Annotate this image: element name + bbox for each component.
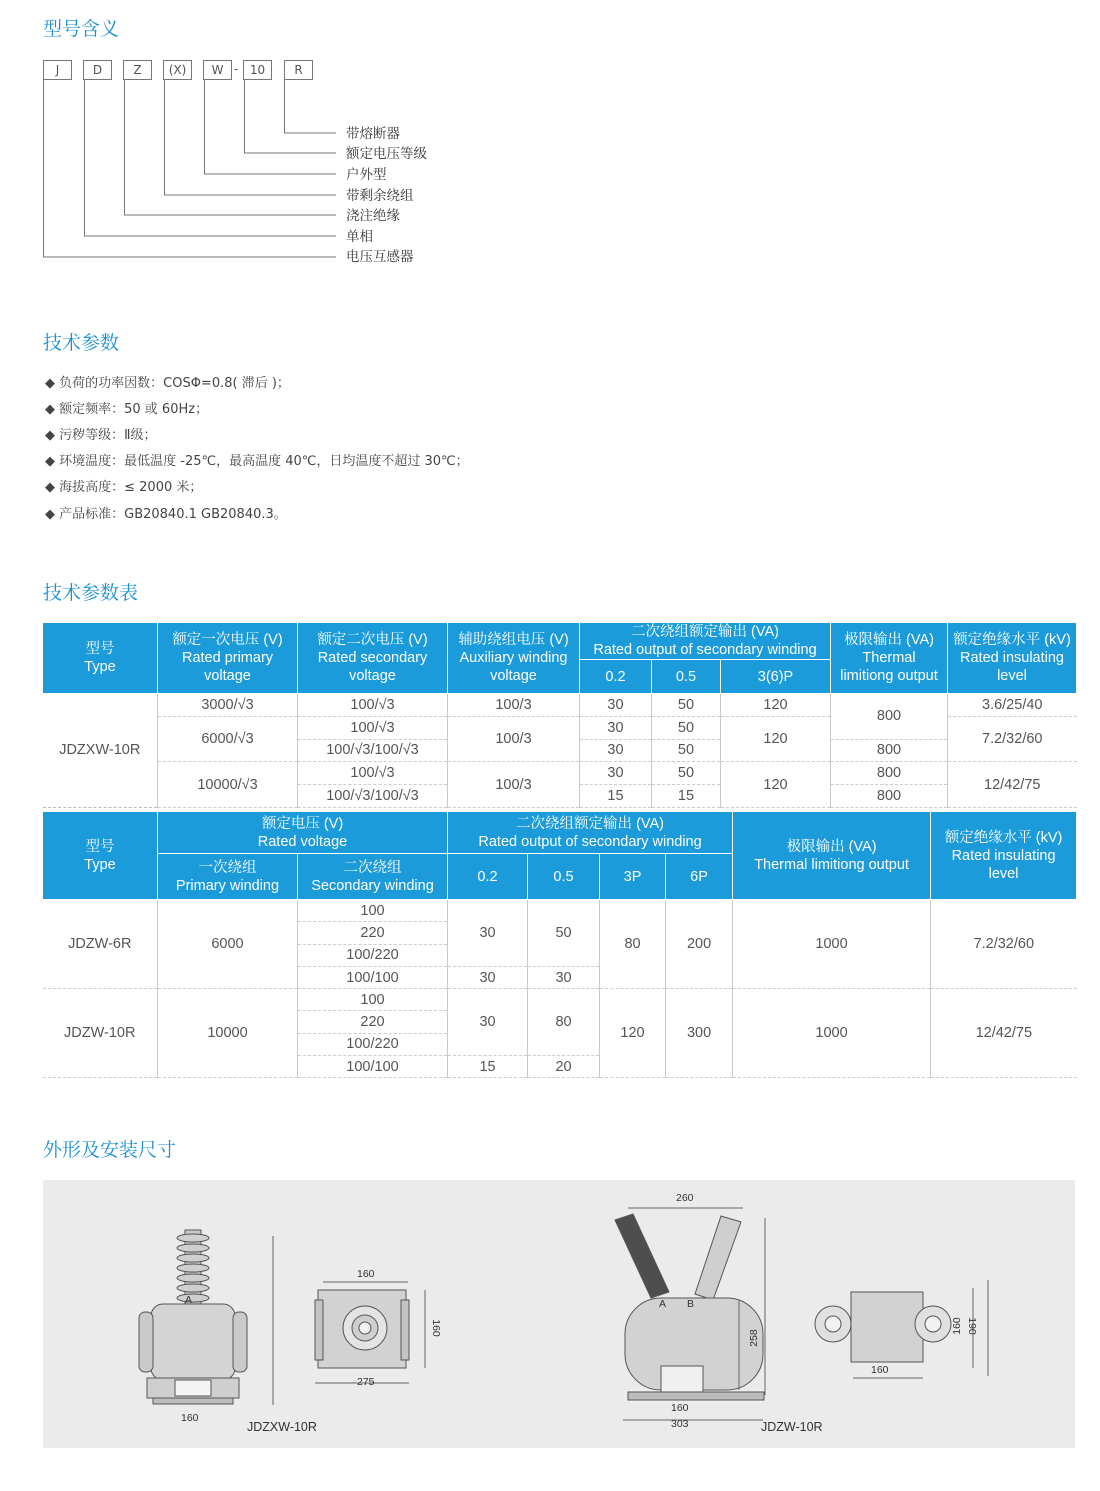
t2-g2-insulation: 12/42/75 xyxy=(931,989,1077,1078)
t2-g2-02-b: 15 xyxy=(448,1056,528,1078)
t2-g1-model: JDZW-6R xyxy=(43,900,158,989)
code-label-residual-winding: 带剩余绕组 xyxy=(346,188,414,204)
t1-r1-3p: 120 xyxy=(721,694,831,717)
t1-header-type: 型号 Type xyxy=(43,623,158,694)
t1-r2-thermal: 800 xyxy=(831,739,948,762)
t2-header-secondary-winding: 二次绕组 Secondary winding xyxy=(298,854,448,900)
t2-g1-6p: 200 xyxy=(666,900,733,989)
param-temperature: ◆ 环境温度：最低温度 -25℃，最高温度 40℃，日均温度不超过 30℃； xyxy=(45,454,469,469)
code-leader-lines xyxy=(0,0,340,270)
t1-model: JDZXW-10R xyxy=(43,694,158,808)
jdzw-front-view xyxy=(615,1208,765,1420)
t1-header-class-05: 0.5 xyxy=(652,660,721,694)
t1-header-aux: 辅助绕组电压 (V) Auxiliary winding voltage xyxy=(448,623,580,694)
t2-g2-model: JDZW-10R xyxy=(43,989,158,1078)
code-box-d: D xyxy=(83,60,112,80)
param-pollution: ◆ 污秽等级：Ⅱ级； xyxy=(45,428,157,443)
param-standard: ◆ 产品标准：GB20840.1 GB20840.3。 xyxy=(45,507,287,522)
t1-header-thermal: 极限输出 (VA) Thermal limitiong output xyxy=(831,623,948,694)
param-frequency: ◆ 额定频率：50 或 60Hz； xyxy=(45,402,209,417)
t2-g1-sec-4: 100/100 xyxy=(298,966,448,988)
t1-r1-05: 50 xyxy=(652,694,721,717)
param-power-factor: ◆ 负荷的功率因数：COSΦ=0.8( 滞后 )； xyxy=(45,376,290,391)
outline-drawings xyxy=(43,1180,1075,1448)
t1-header-secondary: 额定二次电压 (V) Rated secondary voltage xyxy=(298,623,448,694)
code-box-z: Z xyxy=(123,60,152,80)
t1-r1-primary: 3000/√3 xyxy=(158,694,298,717)
mark-a-left: A xyxy=(185,1294,193,1306)
t1-header-output: 二次绕组额定输出 (VA) Rated output of secondary winding xyxy=(580,623,831,660)
t1-r2-05-b: 50 xyxy=(652,739,721,762)
section-title-model-meaning: 型号含义 xyxy=(43,18,120,40)
t2-g1-3p: 80 xyxy=(600,900,666,989)
code-label-fuse: 带熔断器 xyxy=(346,126,400,142)
section-title-tech-params: 技术参数 xyxy=(43,332,120,354)
t2-header-class-3p: 3P xyxy=(600,854,666,900)
t1-r3-3p: 120 xyxy=(721,762,831,808)
t1-r2-secondary-a: 100/√3 xyxy=(298,716,448,739)
t2-g1-insulation: 7.2/32/60 xyxy=(931,900,1077,989)
mark-a: A xyxy=(659,1298,667,1310)
t2-header-insulation: 额定绝缘水平 (kV) Rated insulating level xyxy=(931,812,1077,900)
t1-r3-thermal-b: 800 xyxy=(831,785,948,808)
t1-r1-aux: 100/3 xyxy=(448,694,580,717)
section-title-dimensions: 外形及安装尺寸 xyxy=(43,1139,177,1161)
t2-header-type: 型号 Type xyxy=(43,812,158,900)
t2-header-thermal: 极限输出 (VA) Thermal limitiong output xyxy=(733,812,931,900)
t2-g1-primary: 6000 xyxy=(158,900,298,989)
t2-g2-02-a: 30 xyxy=(448,989,528,1056)
dim-right-160-bottom: 160 xyxy=(671,1402,689,1414)
t2-header-class-02: 0.2 xyxy=(448,854,528,900)
dim-right-258: 258 xyxy=(747,1329,760,1347)
code-box-j: J xyxy=(43,60,72,80)
t1-header-class-3p: 3(6)P xyxy=(721,660,831,694)
dim-right-303: 303 xyxy=(671,1418,689,1430)
t1-header-primary: 额定一次电压 (V) Rated primary voltage xyxy=(158,623,298,694)
t1-r3-05-b: 15 xyxy=(652,785,721,808)
code-label-outdoor: 户外型 xyxy=(346,167,387,183)
t2-g1-sec-1: 100 xyxy=(298,900,448,922)
t1-r3-02-b: 15 xyxy=(580,785,652,808)
spec-table-jdzxw xyxy=(42,622,1077,808)
t2-g2-sec-1: 100 xyxy=(298,989,448,1011)
t2-g2-05-a: 80 xyxy=(528,989,600,1056)
t2-g1-05-a: 50 xyxy=(528,900,600,967)
t2-g1-05-b: 30 xyxy=(528,966,600,988)
t2-g2-05-b: 20 xyxy=(528,1056,600,1078)
t2-header-rated: 额定电压 (V) Rated voltage xyxy=(158,812,448,854)
t1-r3-secondary-a: 100/√3 xyxy=(298,762,448,785)
t1-r2-3p: 120 xyxy=(721,716,831,762)
t1-r2-secondary-b: 100/√3/100/√3 xyxy=(298,739,448,762)
t1-r3-aux: 100/3 xyxy=(448,762,580,808)
t2-g1-thermal: 1000 xyxy=(733,900,931,989)
spec-table-jdzw xyxy=(42,811,1077,1078)
t1-r2-05-a: 50 xyxy=(652,716,721,739)
t2-g2-sec-2: 220 xyxy=(298,1011,448,1033)
jdzxw-top-view xyxy=(315,1282,425,1383)
dim-right-260: 260 xyxy=(676,1192,694,1204)
mark-b: B xyxy=(687,1298,695,1310)
caption-jdzxw: JDZXW-10R xyxy=(247,1420,317,1434)
t1-r3-05-a: 50 xyxy=(652,762,721,785)
section-title-tech-table: 技术参数表 xyxy=(43,582,139,604)
t1-r3-secondary-b: 100/√3/100/√3 xyxy=(298,785,448,808)
t2-g1-sec-3: 100/220 xyxy=(298,944,448,966)
code-separator: - xyxy=(234,62,239,76)
code-box-10: 10 xyxy=(243,60,272,80)
dim-left-160-bottom: 160 xyxy=(181,1412,199,1424)
t1-r1-02: 30 xyxy=(580,694,652,717)
t1-r1-insulation: 3.6/25/40 xyxy=(948,694,1077,717)
code-box-x: (X) xyxy=(163,60,192,80)
t2-header-class-6p: 6P xyxy=(666,854,733,900)
code-label-rated-voltage: 额定电压等级 xyxy=(346,146,427,162)
dim-left-160-top: 160 xyxy=(357,1268,375,1280)
t2-g1-02-b: 30 xyxy=(448,966,528,988)
code-box-r: R xyxy=(284,60,313,80)
t2-header-output: 二次绕组额定输出 (VA) Rated output of secondary winding xyxy=(448,812,733,854)
code-label-single-phase: 单相 xyxy=(346,229,373,245)
dim-left-160-side: 160 xyxy=(429,1319,442,1337)
t1-r2-aux: 100/3 xyxy=(448,716,580,762)
t1-r3-02-a: 30 xyxy=(580,762,652,785)
t2-header-primary-winding: 一次绕组 Primary winding xyxy=(158,854,298,900)
t2-g2-thermal: 1000 xyxy=(733,989,931,1078)
t2-g2-sec-3: 100/220 xyxy=(298,1033,448,1055)
dim-right-160-side: 160 xyxy=(950,1317,963,1335)
code-label-voltage-transformer: 电压互感器 xyxy=(346,249,414,265)
t1-r1-thermal: 800 xyxy=(831,694,948,740)
param-altitude: ◆ 海拔高度：≤ 2000 米； xyxy=(45,480,203,495)
t1-r2-primary: 6000/√3 xyxy=(158,716,298,762)
t2-g2-6p: 300 xyxy=(666,989,733,1078)
t1-r3-thermal-a: 800 xyxy=(831,762,948,785)
t1-r1-secondary: 100/√3 xyxy=(298,694,448,717)
t1-r3-insulation: 12/42/75 xyxy=(948,762,1077,808)
code-label-cast-insulation: 浇注绝缘 xyxy=(346,208,400,224)
t1-r2-02-b: 30 xyxy=(580,739,652,762)
t1-r2-insulation: 7.2/32/60 xyxy=(948,716,1077,762)
dim-right-160-b: 160 xyxy=(871,1364,889,1376)
t1-r2-02-a: 30 xyxy=(580,716,652,739)
caption-jdzw: JDZW-10R xyxy=(761,1420,823,1434)
t2-header-class-05: 0.5 xyxy=(528,854,600,900)
t2-g1-sec-2: 220 xyxy=(298,922,448,944)
code-box-w: W xyxy=(203,60,232,80)
t2-g2-3p: 120 xyxy=(600,989,666,1078)
dim-right-190: 190 xyxy=(965,1317,978,1335)
dim-left-275: 275 xyxy=(357,1376,375,1388)
t2-g1-02-a: 30 xyxy=(448,900,528,967)
t2-g2-sec-4: 100/100 xyxy=(298,1056,448,1078)
t1-r3-primary: 10000/√3 xyxy=(158,762,298,808)
t1-header-insulation: 额定绝缘水平 (kV) Rated insulating level xyxy=(948,623,1077,694)
t2-g2-primary: 10000 xyxy=(158,989,298,1078)
t1-header-class-02: 0.2 xyxy=(580,660,652,694)
jdzxw-front-view xyxy=(139,1230,273,1405)
dimension-drawings-panel xyxy=(43,1180,1075,1448)
